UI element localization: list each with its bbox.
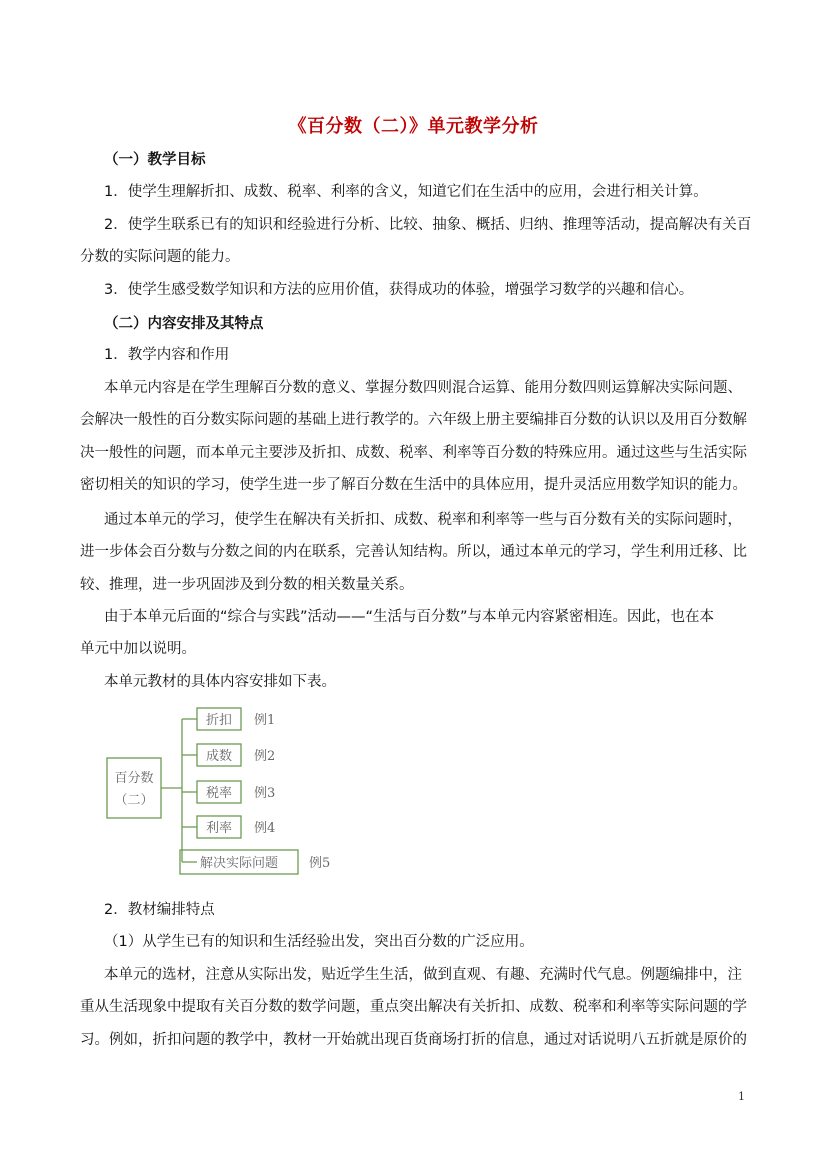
paragraph-line: 分数的实际问题的能力。 (80, 249, 240, 265)
diagram-item-label: 解决实际问题 (199, 856, 279, 871)
diagram-example-label: 例3 (254, 786, 276, 801)
paragraph-line: 密切相关的知识的学习，使学生进一步了解百分数在生活中的具体应用，提升灵活应用数学知识的能力。 (80, 477, 747, 493)
diagram-item-label: 税率 (205, 786, 233, 801)
diagram-item-label: 利率 (205, 821, 233, 836)
paragraph-line: 会解决一般性的百分数实际问题的基础上进行教学的。六年级上册主要编排百分数的认识以及用百分数解 (80, 412, 747, 428)
paragraph-line: 本单元内容是在学生理解百分数的意义、掌握分数四则混合运算、能用分数四则运算解决实际问题、 (104, 380, 742, 396)
page-number: 1 (738, 1090, 745, 1103)
diagram-example-label: 例4 (254, 821, 276, 836)
diagram-example-label: 例1 (254, 713, 276, 728)
content-structure-diagram (100, 700, 360, 880)
document-title: 《百分数（二）》单元教学分析 (288, 116, 539, 137)
section-heading-content: （二）内容安排及其特点 (104, 316, 264, 332)
paragraph-line: 1．使学生理解折扣、成数、税率、利率的含义，知道它们在生活中的应用，会进行相关计算。 (104, 184, 708, 200)
diagram-example-label: 例5 (309, 856, 331, 871)
diagram-item-label: 折扣 (205, 713, 233, 728)
paragraph-line: 2．使学生联系已有的知识和经验进行分析、比较、抽象、概括、归纳、推理等活动，提高解决有关百 (104, 217, 752, 233)
paragraph-line: 单元中加以说明。 (80, 641, 196, 657)
diagram-root-label: （二） (114, 793, 154, 808)
paragraph-line: 通过本单元的学习，使学生在解决有关折扣、成数、税率和利率等一些与百分数有关的实际问题时， (104, 512, 742, 528)
diagram-item-label: 成数 (205, 749, 233, 764)
paragraph-line: 由于本单元后面的“综合与实践”活动——“生活与百分数”与本单元内容紧密相连。因此，也在本 (104, 609, 715, 625)
diagram-root-label: 百分数 (114, 771, 154, 786)
subheading-line: 2．教材编排特点 (104, 902, 215, 918)
diagram-svg (100, 700, 360, 880)
paragraph-line: 重从生活现象中提取有关百分数的数学问题，重点突出解决有关折扣、成数、税率和利率等实际问题的学 (80, 999, 747, 1015)
diagram-root-box (107, 758, 161, 818)
section-heading-goals: （一）教学目标 (104, 152, 206, 168)
paragraph-line: 习。例如，折扣问题的教学中，教材一开始就出现百货商场打折的信息，通过对话说明八五折就是原价的 (80, 1032, 747, 1048)
paragraph-line: 进一步体会百分数与分数之间的内在联系，完善认知结构。所以，通过本单元的学习，学生利用迁移、比 (80, 544, 747, 560)
diagram-example-label: 例2 (254, 749, 276, 764)
paragraph-line: 较、推理，进一步巩固涉及到分数的相关数量关系。 (80, 577, 414, 593)
subheading-line: 1．教学内容和作用 (104, 347, 230, 363)
paragraph-line: 本单元教材的具体内容安排如下表。 (104, 674, 336, 690)
paragraph-line: （1）从学生已有的知识和生活经验出发，突出百分数的广泛应用。 (104, 934, 534, 950)
paragraph-line: 本单元的选材，注意从实际出发，贴近学生生活，做到直观、有趣、充满时代气息。例题编排中，注 (104, 967, 742, 983)
paragraph-line: 决一般性的问题，而本单元主要涉及折扣、成数、税率、利率等百分数的特殊应用。通过这些与生活实际 (80, 445, 747, 461)
paragraph-line: 3．使学生感受数学知识和方法的应用价值，获得成功的体验，增强学习数学的兴趣和信心。 (104, 282, 694, 298)
